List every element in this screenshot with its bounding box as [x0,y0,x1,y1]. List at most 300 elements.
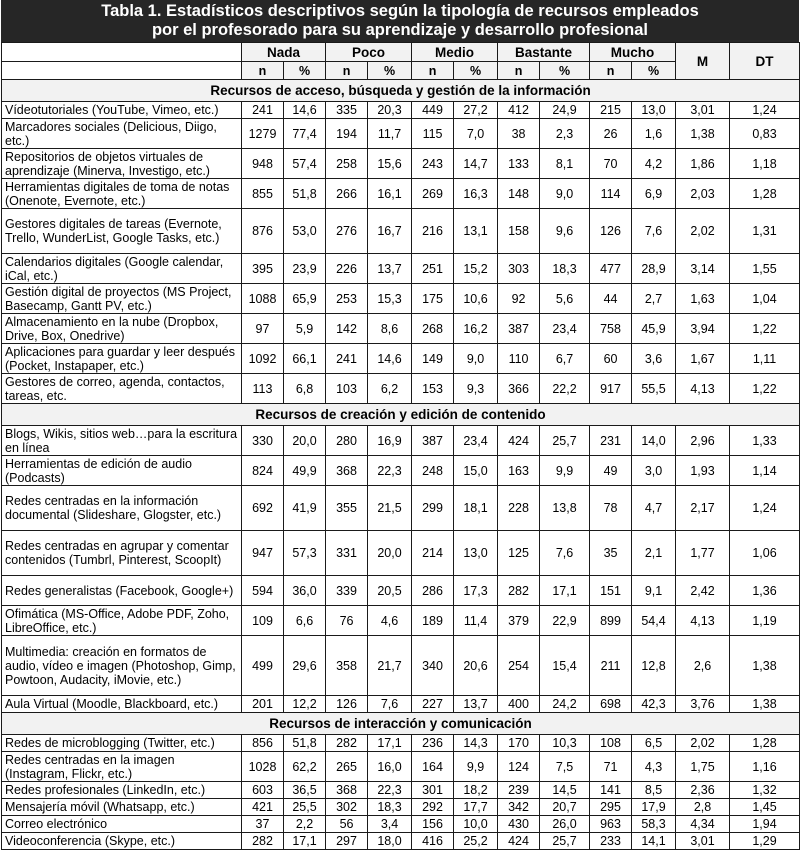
table-row [2,606,800,636]
value-cell: 21,5 [368,486,412,531]
value-cell: 698 [590,696,632,713]
value-cell: 4,3 [632,752,676,782]
value-cell: 3,6 [632,344,676,374]
value-cell: 17,1 [368,735,412,752]
value-cell: 227 [412,696,454,713]
value-cell: 17,3 [454,576,498,606]
value-cell: 36,0 [284,576,326,606]
value-cell: 10,6 [454,284,498,314]
value-cell: 1,06 [730,531,800,576]
value-cell: 56 [326,816,368,833]
value-cell: 1088 [242,284,284,314]
value-cell: 27,2 [454,102,498,119]
value-cell: 14,0 [632,426,676,456]
header-group-poco: Poco [326,43,412,62]
value-cell: 14,7 [454,149,498,179]
value-cell: 4,7 [632,486,676,531]
value-cell: 387 [498,314,540,344]
resource-label-cell: Redes centradas en la información documental (Slideshare, Glogster, etc.) [2,486,242,531]
value-cell: 14,1 [632,833,676,850]
value-cell: 286 [412,576,454,606]
value-cell: 0,83 [730,119,800,149]
section-title: Recursos de creación y edición de contenido [2,404,800,426]
value-cell: 282 [326,735,368,752]
value-cell: 297 [326,833,368,850]
table-row [2,209,800,254]
value-cell: 49 [590,456,632,486]
value-cell: 1,28 [730,735,800,752]
value-cell: 126 [326,696,368,713]
table-row [2,284,800,314]
value-cell: 110 [498,344,540,374]
value-cell: 51,8 [284,179,326,209]
value-cell: 211 [590,636,632,696]
table-row [2,102,800,119]
table-row [2,374,800,404]
value-cell: 499 [242,636,284,696]
value-cell: 2,03 [676,179,730,209]
section-title: Recursos de acceso, búsqueda y gestión de la información [2,80,800,102]
value-cell: 49,9 [284,456,326,486]
value-cell: 1,45 [730,799,800,816]
value-cell: 114 [590,179,632,209]
resource-label-cell: Repositorios de objetos virtuales de aprendizaje (Minerva, Investigo, etc.) [2,149,242,179]
value-cell: 9,3 [454,374,498,404]
value-cell: 57,3 [284,531,326,576]
value-cell: 231 [590,426,632,456]
value-cell: 1,18 [730,149,800,179]
value-cell: 2,1 [632,531,676,576]
value-cell: 1028 [242,752,284,782]
value-cell: 70 [590,149,632,179]
resource-label-cell: Redes profesionales (LinkedIn, etc.) [2,782,242,799]
value-cell: 303 [498,254,540,284]
value-cell: 65,9 [284,284,326,314]
value-cell: 45,9 [632,314,676,344]
value-cell: 18,1 [454,486,498,531]
value-cell: 9,6 [540,209,590,254]
value-cell: 342 [498,799,540,816]
value-cell: 1,86 [676,149,730,179]
table-row [2,426,800,456]
resource-label-cell: Videoconferencia (Skype, etc.) [2,833,242,850]
value-cell: 421 [242,799,284,816]
value-cell: 60 [590,344,632,374]
value-cell: 20,0 [284,426,326,456]
value-cell: 1,75 [676,752,730,782]
section-header-row [2,713,800,735]
value-cell: 243 [412,149,454,179]
value-cell: 228 [498,486,540,531]
value-cell: 41,9 [284,486,326,531]
value-cell: 4,13 [676,606,730,636]
table-row [2,752,800,782]
value-cell: 4,2 [632,149,676,179]
value-cell: 1,29 [730,833,800,850]
value-cell: 412 [498,102,540,119]
value-cell: 11,4 [454,606,498,636]
value-cell: 3,76 [676,696,730,713]
value-cell: 948 [242,149,284,179]
value-cell: 251 [412,254,454,284]
value-cell: 15,3 [368,284,412,314]
resource-label-cell: Correo electrónico [2,816,242,833]
value-cell: 10,3 [540,735,590,752]
value-cell: 3,94 [676,314,730,344]
value-cell: 4,34 [676,816,730,833]
value-cell: 2,2 [284,816,326,833]
value-cell: 14,3 [454,735,498,752]
value-cell: 2,7 [632,284,676,314]
value-cell: 58,3 [632,816,676,833]
value-cell: 3,14 [676,254,730,284]
value-cell: 855 [242,179,284,209]
value-cell: 824 [242,456,284,486]
header-row-groups [2,43,800,62]
value-cell: 424 [498,426,540,456]
value-cell: 6,6 [284,606,326,636]
value-cell: 368 [326,782,368,799]
value-cell: 97 [242,314,284,344]
value-cell: 416 [412,833,454,850]
value-cell: 12,2 [284,696,326,713]
value-cell: 15,6 [368,149,412,179]
table-row [2,531,800,576]
value-cell: 14,5 [540,782,590,799]
resource-label-cell: Marcadores sociales (Delicious, Diigo, etc.) [2,119,242,149]
value-cell: 17,1 [284,833,326,850]
value-cell: 62,2 [284,752,326,782]
resource-label-cell: Redes centradas en la imagen (Instagram, Flickr, etc.) [2,752,242,782]
value-cell: 266 [326,179,368,209]
value-cell: 2,8 [676,799,730,816]
value-cell: 37 [242,816,284,833]
resource-label-cell: Gestores de correo, agenda, contactos, tareas, etc. [2,374,242,404]
table-row [2,314,800,344]
value-cell: 3,0 [632,456,676,486]
value-cell: 2,3 [540,119,590,149]
value-cell: 366 [498,374,540,404]
value-cell: 280 [326,426,368,456]
value-cell: 3,4 [368,816,412,833]
value-cell: 258 [326,149,368,179]
value-cell: 215 [590,102,632,119]
value-cell: 947 [242,531,284,576]
value-cell: 13,0 [632,102,676,119]
value-cell: 194 [326,119,368,149]
value-cell: 9,0 [540,179,590,209]
value-cell: 156 [412,816,454,833]
value-cell: 20,6 [454,636,498,696]
value-cell: 92 [498,284,540,314]
value-cell: 2,17 [676,486,730,531]
resource-label-cell: Almacenamiento en la nube (Dropbox, Drive, Box, Onedrive) [2,314,242,344]
resource-label-cell: Multimedia: creación en formatos de audio, vídeo e imagen (Photoshop, Gimp, Powtoon, Audacity, iMovie, etc.) [2,636,242,696]
value-cell: 53,0 [284,209,326,254]
value-cell: 25,7 [540,426,590,456]
value-cell: 268 [412,314,454,344]
value-cell: 18,2 [454,782,498,799]
table-row [2,149,800,179]
value-cell: 282 [498,576,540,606]
value-cell: 22,9 [540,606,590,636]
value-cell: 108 [590,735,632,752]
value-cell: 16,2 [454,314,498,344]
table-row [2,254,800,284]
value-cell: 142 [326,314,368,344]
header-group-nada: Nada [242,43,326,62]
header-pct: % [368,62,412,80]
value-cell: 2,6 [676,636,730,696]
header-n: n [590,62,632,80]
value-cell: 13,7 [368,254,412,284]
table-header [2,43,800,80]
header-group-medio: Medio [412,43,498,62]
value-cell: 9,9 [540,456,590,486]
value-cell: 35 [590,531,632,576]
table-row [2,799,800,816]
value-cell: 1,94 [730,816,800,833]
header-pct: % [632,62,676,80]
resource-label-cell: Herramientas de edición de audio (Podcasts) [2,456,242,486]
value-cell: 76 [326,606,368,636]
table-row [2,782,800,799]
value-cell: 12,8 [632,636,676,696]
value-cell: 21,7 [368,636,412,696]
value-cell: 248 [412,456,454,486]
value-cell: 395 [242,254,284,284]
value-cell: 1,24 [730,102,800,119]
value-cell: 15,4 [540,636,590,696]
table-row [2,735,800,752]
value-cell: 133 [498,149,540,179]
value-cell: 28,9 [632,254,676,284]
value-cell: 9,9 [454,752,498,782]
value-cell: 1,16 [730,752,800,782]
value-cell: 216 [412,209,454,254]
table-container [1,0,799,850]
table-row [2,833,800,850]
header-n: n [326,62,368,80]
value-cell: 16,0 [368,752,412,782]
descriptive-statistics-table [1,42,800,850]
value-cell: 254 [498,636,540,696]
header-group-bastante: Bastante [498,43,590,62]
value-cell: 11,7 [368,119,412,149]
table-title [1,0,799,42]
value-cell: 9,1 [632,576,676,606]
value-cell: 7,5 [540,752,590,782]
value-cell: 16,3 [454,179,498,209]
value-cell: 124 [498,752,540,782]
value-cell: 1,22 [730,314,800,344]
value-cell: 57,4 [284,149,326,179]
value-cell: 23,4 [454,426,498,456]
value-cell: 113 [242,374,284,404]
resource-label-cell: Aplicaciones para guardar y leer después (Pocket, Instapaper, etc.) [2,344,242,374]
value-cell: 189 [412,606,454,636]
value-cell: 330 [242,426,284,456]
value-cell: 22,3 [368,782,412,799]
value-cell: 1,19 [730,606,800,636]
value-cell: 77,4 [284,119,326,149]
value-cell: 125 [498,531,540,576]
resource-label-cell: Mensajería móvil (Whatsapp, etc.) [2,799,242,816]
value-cell: 42,3 [632,696,676,713]
value-cell: 340 [412,636,454,696]
value-cell: 302 [326,799,368,816]
value-cell: 18,3 [540,254,590,284]
value-cell: 23,9 [284,254,326,284]
value-cell: 3,01 [676,833,730,850]
value-cell: 78 [590,486,632,531]
table-row [2,119,800,149]
section-title: Recursos de interacción y comunicación [2,713,800,735]
value-cell: 6,5 [632,735,676,752]
value-cell: 1,14 [730,456,800,486]
value-cell: 109 [242,606,284,636]
value-cell: 233 [590,833,632,850]
value-cell: 26 [590,119,632,149]
value-cell: 449 [412,102,454,119]
value-cell: 1,6 [632,119,676,149]
value-cell: 477 [590,254,632,284]
value-cell: 17,1 [540,576,590,606]
value-cell: 1,67 [676,344,730,374]
value-cell: 71 [590,752,632,782]
value-cell: 1,32 [730,782,800,799]
value-cell: 1,38 [730,696,800,713]
value-cell: 29,6 [284,636,326,696]
header-n: n [242,62,284,80]
table-title-line-1: Tabla 1. Estadísticos descriptivos según la tipología de recursos empleados [101,2,699,20]
value-cell: 126 [590,209,632,254]
header-pct: % [284,62,326,80]
value-cell: 24,2 [540,696,590,713]
value-cell: 3,01 [676,102,730,119]
header-empty-cell [2,43,242,62]
value-cell: 18,0 [368,833,412,850]
value-cell: 164 [412,752,454,782]
value-cell: 253 [326,284,368,314]
value-cell: 17,9 [632,799,676,816]
table-row [2,344,800,374]
value-cell: 151 [590,576,632,606]
value-cell: 13,8 [540,486,590,531]
header-n: n [498,62,540,80]
value-cell: 355 [326,486,368,531]
value-cell: 51,8 [284,735,326,752]
value-cell: 201 [242,696,284,713]
value-cell: 141 [590,782,632,799]
value-cell: 1,22 [730,374,800,404]
resource-label-cell: Redes centradas en agrupar y comentar contenidos (Tumbrl, Pinterest, ScoopIt) [2,531,242,576]
value-cell: 400 [498,696,540,713]
resource-label-cell: Calendarios digitales (Google calendar, iCal, etc.) [2,254,242,284]
table-row [2,179,800,209]
value-cell: 1,11 [730,344,800,374]
header-pct: % [540,62,590,80]
value-cell: 7,6 [632,209,676,254]
value-cell: 335 [326,102,368,119]
value-cell: 917 [590,374,632,404]
value-cell: 7,0 [454,119,498,149]
value-cell: 15,2 [454,254,498,284]
value-cell: 20,5 [368,576,412,606]
value-cell: 16,1 [368,179,412,209]
value-cell: 368 [326,456,368,486]
resource-label-cell: Gestión digital de proyectos (MS Project, Basecamp, Gantt PV, etc.) [2,284,242,314]
value-cell: 236 [412,735,454,752]
value-cell: 2,42 [676,576,730,606]
value-cell: 103 [326,374,368,404]
value-cell: 295 [590,799,632,816]
value-cell: 4,6 [368,606,412,636]
value-cell: 1,38 [730,636,800,696]
value-cell: 6,9 [632,179,676,209]
value-cell: 16,9 [368,426,412,456]
value-cell: 1,38 [676,119,730,149]
resource-label-cell: Aula Virtual (Moodle, Blackboard, etc.) [2,696,242,713]
value-cell: 1,93 [676,456,730,486]
value-cell: 5,9 [284,314,326,344]
value-cell: 163 [498,456,540,486]
value-cell: 2,36 [676,782,730,799]
value-cell: 1,24 [730,486,800,531]
value-cell: 13,1 [454,209,498,254]
resource-label-cell: Blogs, Wikis, sitios web…para la escritura en línea [2,426,242,456]
resource-label-cell: Redes de microblogging (Twitter, etc.) [2,735,242,752]
value-cell: 1,31 [730,209,800,254]
value-cell: 158 [498,209,540,254]
section-header-row [2,80,800,102]
value-cell: 265 [326,752,368,782]
value-cell: 430 [498,816,540,833]
value-cell: 38 [498,119,540,149]
table-row [2,456,800,486]
value-cell: 2,02 [676,209,730,254]
value-cell: 54,4 [632,606,676,636]
value-cell: 25,7 [540,833,590,850]
value-cell: 23,4 [540,314,590,344]
value-cell: 25,2 [454,833,498,850]
value-cell: 153 [412,374,454,404]
value-cell: 1,04 [730,284,800,314]
value-cell: 13,7 [454,696,498,713]
value-cell: 241 [326,344,368,374]
value-cell: 1092 [242,344,284,374]
table-title-line-2: por el profesorado para su aprendizaje y desarrollo profesional [151,21,649,39]
header-pct: % [454,62,498,80]
value-cell: 22,2 [540,374,590,404]
value-cell: 36,5 [284,782,326,799]
table-row [2,486,800,531]
table-body [2,80,800,850]
value-cell: 66,1 [284,344,326,374]
value-cell: 20,7 [540,799,590,816]
value-cell: 6,8 [284,374,326,404]
value-cell: 603 [242,782,284,799]
value-cell: 2,96 [676,426,730,456]
value-cell: 4,13 [676,374,730,404]
value-cell: 594 [242,576,284,606]
value-cell: 301 [412,782,454,799]
value-cell: 14,6 [368,344,412,374]
value-cell: 269 [412,179,454,209]
value-cell: 1,33 [730,426,800,456]
table-row [2,816,800,833]
resource-label-cell: Ofimática (MS-Office, Adobe PDF, Zoho, LibreOffice, etc.) [2,606,242,636]
